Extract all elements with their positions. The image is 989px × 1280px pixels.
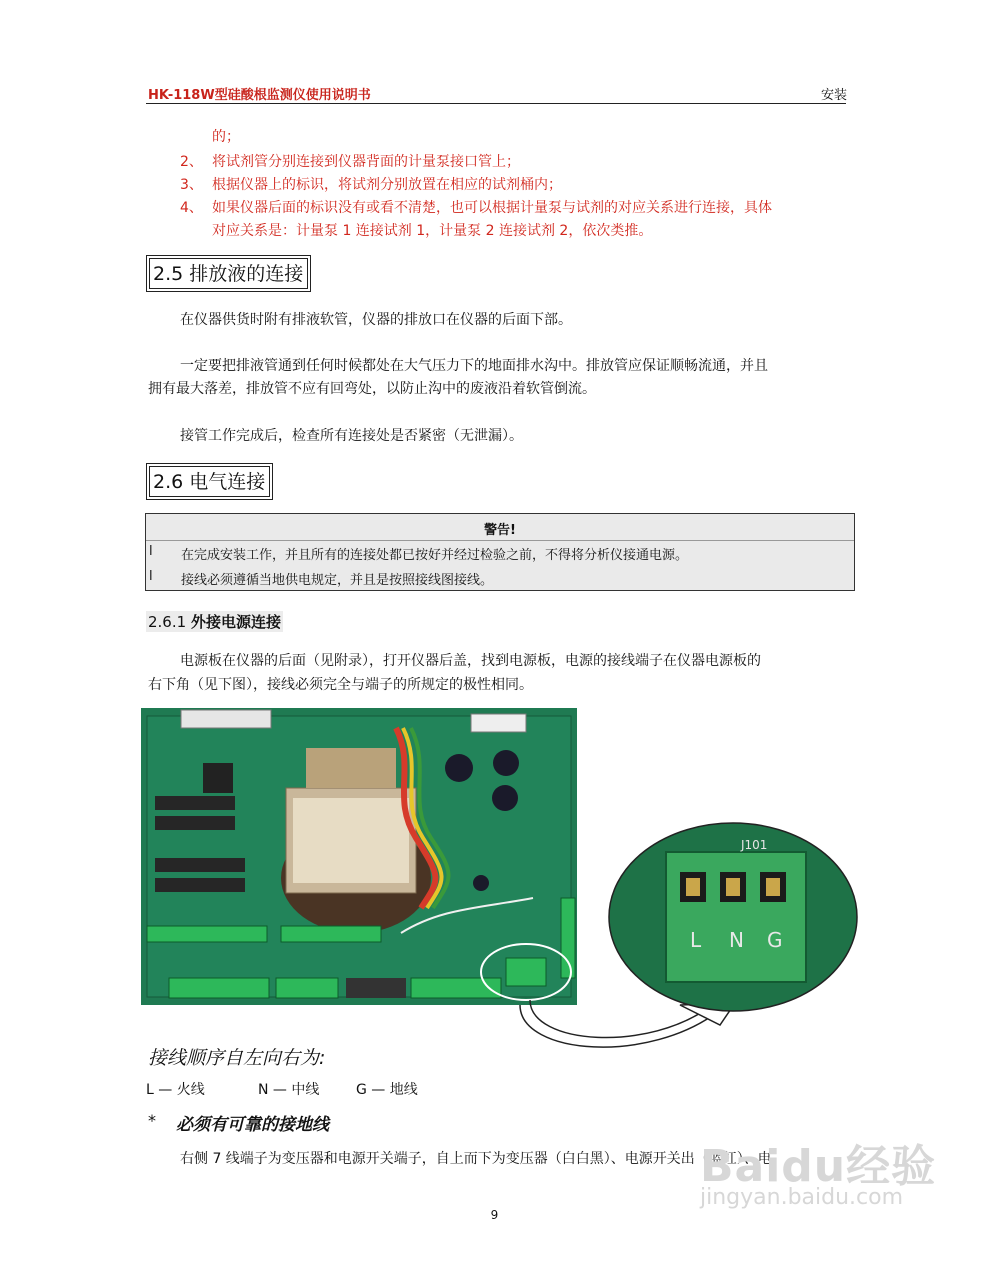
legend-g: G — 地线 — [356, 1082, 418, 1098]
list-item: 将试剂管分别连接到仪器背面的计量泵接口管上； — [212, 154, 520, 170]
asterisk-icon: * — [148, 1111, 156, 1130]
legend-l: L — 火线 — [146, 1082, 205, 1098]
subsection-heading: 2.6.1 外接电源连接 — [148, 613, 281, 631]
section-heading-2-5: 2.5 排放液的连接 — [146, 255, 311, 292]
warning-box — [145, 513, 855, 591]
paragraph: 在仪器供货时附有排液软管，仪器的排放口在仪器的后面下部。 — [180, 312, 572, 328]
watermark-url: jingyan.baidu.com — [700, 1185, 904, 1210]
section-heading-2-6: 2.6 电气连接 — [146, 463, 273, 500]
section-label: 安装 — [820, 88, 847, 103]
list-item: 的； — [212, 129, 240, 145]
terminal-label-l: L — [690, 928, 702, 952]
terminal-zoom-photo — [608, 822, 858, 1012]
warning-item: 接线必须遵循当地供电规定，并且是按照接线图接线。 — [181, 573, 494, 588]
paragraph: 右下角（见下图），接线必须完全与端子的所规定的极性相同。 — [148, 677, 533, 693]
bullet-icon: l — [149, 544, 153, 559]
legend-n: N — 中线 — [258, 1082, 320, 1098]
list-item: 根据仪器上的标识，将试剂分别放置在相应的试剂桶内； — [212, 177, 562, 193]
warning-item: 在完成安装工作，并且所有的连接处都已按好并经过检验之前，不得将分析仪接通电源。 — [181, 548, 689, 563]
list-item: 对应关系是：计量泵 1 连接试剂 1，计量泵 2 连接试剂 2，依次类推。 — [212, 223, 653, 239]
list-number: 4、 — [180, 200, 203, 216]
list-number: 3、 — [180, 177, 203, 193]
warning-title: 警告! — [484, 523, 516, 538]
ground-note: 必须有可靠的接地线 — [176, 1115, 329, 1135]
list-item: 如果仪器后面的标识没有或看不清楚，也可以根据计量泵与试剂的对应关系进行连接，具体 — [212, 200, 772, 216]
paragraph: 电源板在仪器的后面（见附录），打开仪器后盖，找到电源板，电源的接线端子在仪器电源板的 — [180, 653, 761, 669]
watermark-logo: Baidu经验 — [700, 1141, 937, 1192]
paragraph: 拥有最大落差，排放管不应有回弯处，以防止沟中的废液沿着软管倒流。 — [148, 381, 596, 397]
list-number: 2、 — [180, 154, 203, 170]
paragraph: 一定要把排液管通到任何时候都处在大气压力下的地面排水沟中。排放管应保证顺畅流通，并且 — [180, 358, 768, 374]
paragraph: 右侧 7 线端子为变压器和电源开关端子，自上而下为变压器（白白黑）、电源开关出（蓝红）、电 — [180, 1151, 772, 1167]
bullet-icon: l — [149, 569, 153, 584]
page-number: 9 — [490, 1208, 499, 1222]
terminal-label-g: G — [767, 928, 783, 952]
power-board-photo — [141, 708, 577, 1005]
wiring-heading: 接线顺序自左向右为: — [148, 1047, 326, 1069]
terminal-label-n: N — [729, 928, 744, 952]
document-title: HK-118W型硅酸根监测仪使用说明书 — [148, 88, 371, 103]
paragraph: 接管工作完成后，检查所有连接处是否紧密（无泄漏）。 — [180, 428, 523, 444]
header-rule — [146, 103, 846, 104]
terminal-id: J101 — [741, 838, 768, 852]
